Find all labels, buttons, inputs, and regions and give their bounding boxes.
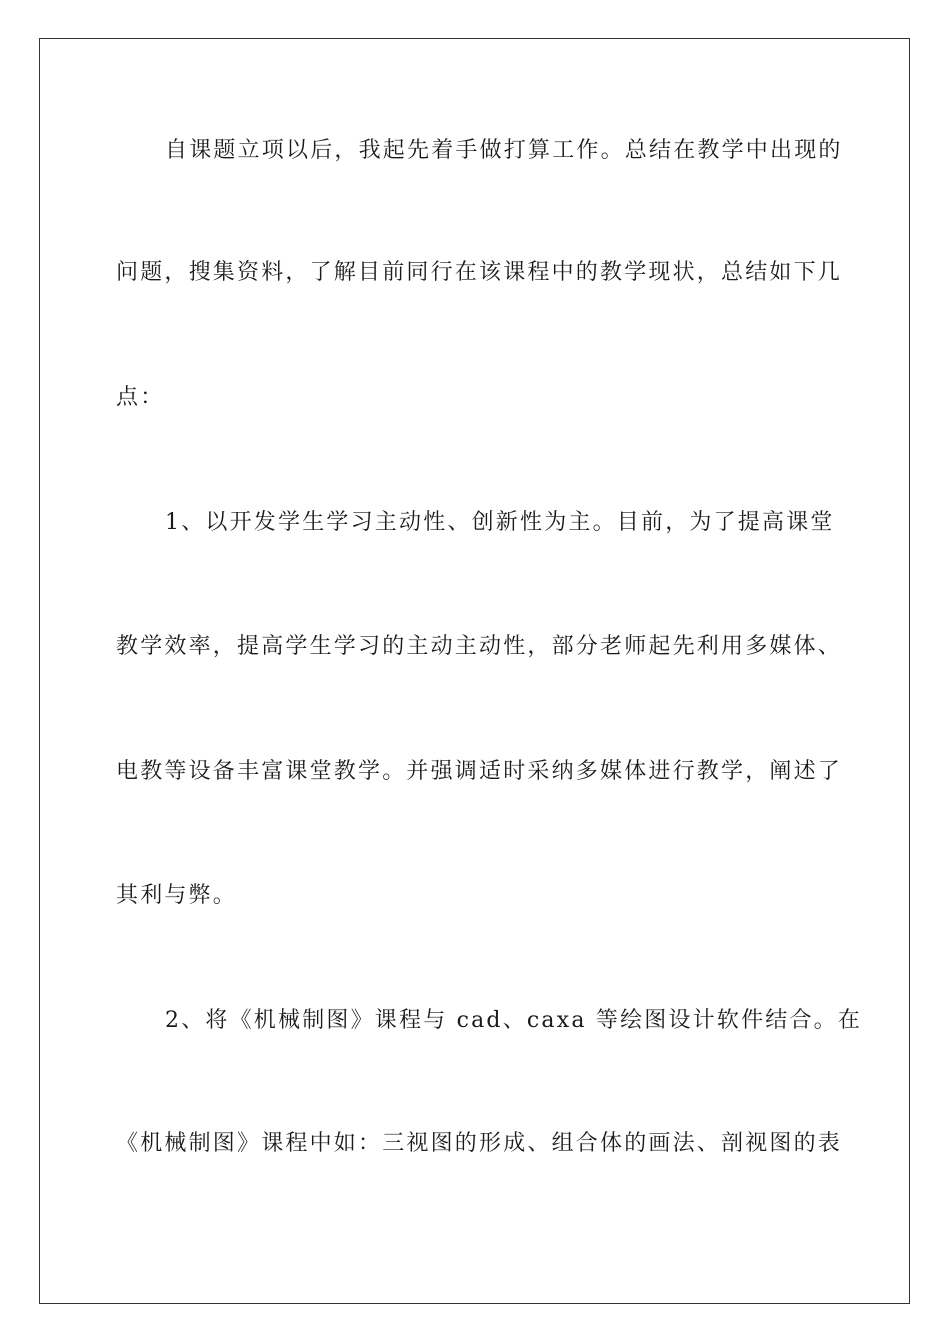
paragraph-2-line-2: 教学效率，提高学生学习的主动主动性，部分老师起先利用多媒体、 — [116, 634, 843, 659]
paragraph-2-line-4: 其利与弊。 — [116, 883, 238, 908]
paragraph-1-line-2: 问题，搜集资料，了解目前同行在该课程中的教学现状，总结如下几 — [116, 260, 843, 285]
paragraph-3-line-1: 2、将《机械制图》课程与 cad、caxa 等绘图设计软件结合。在 — [165, 1008, 863, 1033]
paragraph-3-line-2: 《机械制图》课程中如：三视图的形成、组合体的画法、剖视图的表 — [116, 1131, 843, 1156]
page-border — [39, 38, 910, 1304]
paragraph-1-line-1: 自课题立项以后，我起先着手做打算工作。总结在教学中出现的 — [165, 138, 843, 163]
paragraph-1-line-3: 点： — [116, 385, 165, 410]
paragraph-2-line-1: 1、以开发学生学习主动性、创新性为主。目前，为了提高课堂 — [165, 510, 835, 535]
paragraph-2-line-3: 电教等设备丰富课堂教学。并强调适时采纳多媒体进行教学，阐述了 — [116, 759, 843, 784]
